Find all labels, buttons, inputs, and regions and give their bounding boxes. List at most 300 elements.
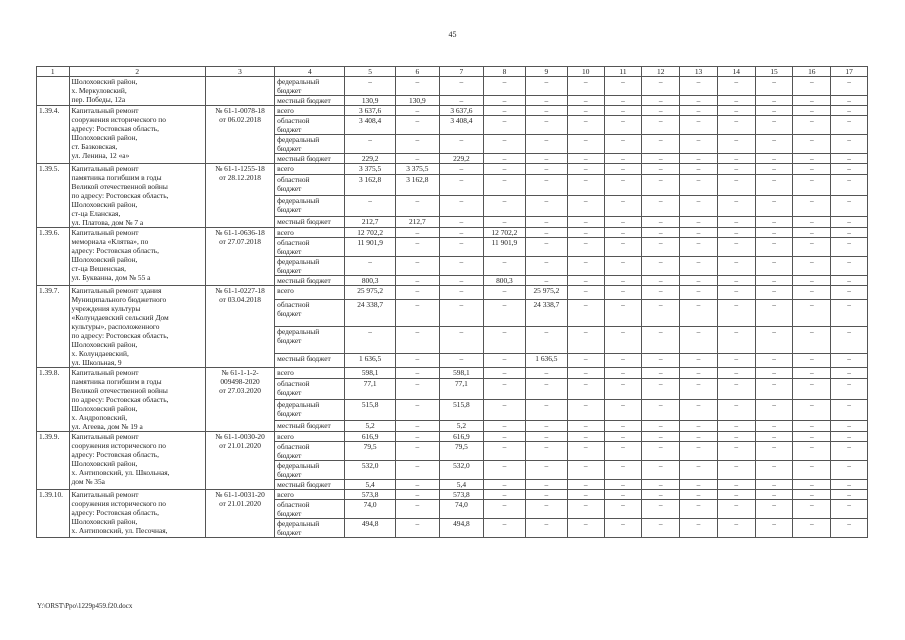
value-cell: – — [793, 379, 831, 400]
value-cell: – — [567, 238, 604, 257]
value-cell: – — [642, 135, 680, 154]
value-cell: – — [793, 216, 831, 227]
value-cell: – — [755, 368, 793, 379]
value-cell: – — [642, 154, 680, 164]
value-cell: – — [395, 238, 439, 257]
value-cell: – — [642, 432, 680, 442]
value-cell: – — [755, 195, 793, 216]
value-cell: 12 702,2 — [483, 228, 525, 238]
value-cell: – — [680, 286, 718, 300]
item-number: 1.39.4. — [37, 106, 70, 164]
value-cell: – — [483, 257, 525, 276]
value-cell: – — [439, 286, 483, 300]
value-cell: – — [604, 154, 642, 164]
value-cell: – — [717, 399, 755, 420]
value-cell: – — [680, 175, 718, 196]
value-cell: – — [717, 326, 755, 353]
value-cell: – — [604, 257, 642, 276]
value-cell: – — [395, 432, 439, 442]
value-cell: – — [345, 326, 395, 353]
value-cell: – — [345, 135, 395, 154]
value-cell: – — [755, 175, 793, 196]
funding-source: местный бюджет — [275, 154, 345, 164]
value-cell: – — [567, 379, 604, 400]
value-cell: – — [567, 175, 604, 196]
value-cell: 11 901,9 — [483, 238, 525, 257]
item-number: 1.39.8. — [37, 368, 70, 432]
value-cell: – — [483, 216, 525, 227]
value-cell: – — [567, 195, 604, 216]
value-cell: – — [525, 195, 567, 216]
value-cell: 12 702,2 — [345, 228, 395, 238]
value-cell: – — [831, 175, 868, 196]
value-cell: – — [680, 276, 718, 286]
value-cell: – — [604, 276, 642, 286]
value-cell: – — [642, 500, 680, 519]
value-cell: – — [755, 300, 793, 327]
value-cell: – — [642, 399, 680, 420]
funding-source: федеральный бюджет — [275, 135, 345, 154]
value-cell: 25 975,2 — [525, 286, 567, 300]
value-cell: – — [793, 286, 831, 300]
funding-source: всего — [275, 368, 345, 379]
value-cell: – — [831, 300, 868, 327]
value-cell: – — [604, 216, 642, 227]
value-cell: – — [642, 228, 680, 238]
value-cell: 3 375,5 — [345, 164, 395, 175]
value-cell: 5,4 — [345, 480, 395, 490]
funding-source: местный бюджет — [275, 480, 345, 490]
program-table — [36, 66, 868, 538]
value-cell: 494,8 — [439, 519, 483, 538]
value-cell: – — [831, 116, 868, 135]
value-cell: – — [567, 257, 604, 276]
value-cell: – — [755, 432, 793, 442]
value-cell: – — [680, 442, 718, 461]
value-cell: – — [525, 154, 567, 164]
value-cell: – — [395, 286, 439, 300]
value-cell: – — [680, 228, 718, 238]
value-cell: – — [483, 399, 525, 420]
value-cell: 130,9 — [345, 96, 395, 106]
value-cell: 1 636,5 — [525, 353, 567, 367]
table-row — [37, 228, 868, 238]
value-cell: 515,8 — [439, 399, 483, 420]
value-cell: – — [717, 154, 755, 164]
value-cell: – — [604, 175, 642, 196]
value-cell: – — [793, 116, 831, 135]
value-cell: – — [755, 420, 793, 431]
object-name: Шолоховский район, х. Меркуловский, пер. Победы, 12а — [69, 77, 205, 106]
value-cell: – — [717, 432, 755, 442]
value-cell: – — [483, 461, 525, 480]
value-cell: – — [717, 175, 755, 196]
value-cell: – — [483, 175, 525, 196]
value-cell: – — [567, 432, 604, 442]
value-cell: – — [567, 228, 604, 238]
value-cell: – — [604, 77, 642, 96]
value-cell: – — [525, 175, 567, 196]
value-cell: 212,7 — [395, 216, 439, 227]
value-cell: – — [642, 175, 680, 196]
table-row — [37, 286, 868, 300]
value-cell: – — [483, 326, 525, 353]
value-cell: – — [395, 519, 439, 538]
value-cell: – — [717, 77, 755, 96]
value-cell: – — [483, 379, 525, 400]
value-cell: – — [717, 228, 755, 238]
value-cell: – — [567, 500, 604, 519]
value-cell: 74,0 — [345, 500, 395, 519]
value-cell: – — [680, 379, 718, 400]
value-cell: – — [567, 399, 604, 420]
funding-source: всего — [275, 286, 345, 300]
value-cell: – — [680, 216, 718, 227]
value-cell: – — [793, 238, 831, 257]
funding-source: федеральный бюджет — [275, 399, 345, 420]
value-cell: – — [395, 154, 439, 164]
expertise-conclusion: № 61-1-1255-18 от 28.12.2018 — [205, 164, 274, 228]
value-cell: – — [680, 368, 718, 379]
value-cell: – — [439, 300, 483, 327]
value-cell: – — [680, 195, 718, 216]
value-cell: – — [717, 238, 755, 257]
value-cell: – — [755, 257, 793, 276]
funding-source: федеральный бюджет — [275, 519, 345, 538]
value-cell: – — [642, 368, 680, 379]
value-cell: – — [755, 228, 793, 238]
value-cell: – — [642, 326, 680, 353]
value-cell: – — [604, 461, 642, 480]
column-number: 17 — [831, 67, 868, 77]
value-cell: – — [395, 500, 439, 519]
value-cell: – — [525, 106, 567, 116]
value-cell: – — [755, 154, 793, 164]
value-cell: – — [525, 257, 567, 276]
value-cell: – — [793, 480, 831, 490]
value-cell: – — [831, 96, 868, 106]
value-cell: 229,2 — [345, 154, 395, 164]
funding-source: областной бюджет — [275, 500, 345, 519]
value-cell: – — [483, 77, 525, 96]
value-cell: – — [717, 286, 755, 300]
object-name: Капитальный ремонт здания Муниципального бюджетного учреждения культуры «Колундаевский сельский Дом культуры», расположенного по адресу: Ростовская область, Шолоховский район, х. Колундаевский, ул. Школьная, 9 — [69, 286, 205, 368]
value-cell: – — [483, 500, 525, 519]
value-cell: – — [483, 286, 525, 300]
value-cell: – — [793, 500, 831, 519]
value-cell: – — [604, 116, 642, 135]
value-cell: – — [483, 442, 525, 461]
value-cell: – — [483, 154, 525, 164]
value-cell: 5,2 — [345, 420, 395, 431]
table-row — [37, 164, 868, 175]
value-cell: 229,2 — [439, 154, 483, 164]
value-cell: – — [831, 257, 868, 276]
value-cell: – — [525, 490, 567, 500]
funding-source: всего — [275, 106, 345, 116]
value-cell: – — [345, 77, 395, 96]
funding-source: федеральный бюджет — [275, 257, 345, 276]
value-cell: – — [525, 116, 567, 135]
value-cell: – — [604, 286, 642, 300]
value-cell: – — [395, 326, 439, 353]
value-cell: – — [439, 164, 483, 175]
value-cell: 3 162,8 — [345, 175, 395, 196]
value-cell: – — [567, 300, 604, 327]
value-cell: – — [567, 420, 604, 431]
value-cell: – — [567, 442, 604, 461]
value-cell: 3 162,8 — [395, 175, 439, 196]
value-cell: – — [642, 461, 680, 480]
column-number: 16 — [793, 67, 831, 77]
column-number: 11 — [604, 67, 642, 77]
value-cell: 800,3 — [483, 276, 525, 286]
column-number: 13 — [680, 67, 718, 77]
value-cell: – — [717, 461, 755, 480]
value-cell: – — [831, 461, 868, 480]
value-cell: – — [831, 106, 868, 116]
value-cell: – — [439, 195, 483, 216]
value-cell: – — [395, 368, 439, 379]
value-cell: – — [567, 135, 604, 154]
value-cell: 532,0 — [439, 461, 483, 480]
expertise-conclusion — [205, 77, 274, 106]
value-cell: – — [717, 276, 755, 286]
value-cell: – — [831, 286, 868, 300]
value-cell: – — [604, 353, 642, 367]
expertise-conclusion: № 61-1-0030-20 от 21.01.2020 — [205, 432, 274, 490]
funding-source: областной бюджет — [275, 379, 345, 400]
value-cell: – — [567, 77, 604, 96]
value-cell: – — [680, 96, 718, 106]
funding-source: местный бюджет — [275, 353, 345, 367]
value-cell: – — [717, 420, 755, 431]
value-cell: – — [717, 300, 755, 327]
funding-source: федеральный бюджет — [275, 195, 345, 216]
value-cell: – — [395, 276, 439, 286]
value-cell: – — [395, 300, 439, 327]
value-cell: – — [642, 106, 680, 116]
value-cell: – — [755, 164, 793, 175]
value-cell: 598,1 — [345, 368, 395, 379]
value-cell: – — [831, 480, 868, 490]
value-cell: 3 637,6 — [345, 106, 395, 116]
value-cell: 3 375,5 — [395, 164, 439, 175]
value-cell: – — [395, 353, 439, 367]
value-cell: – — [755, 116, 793, 135]
value-cell: – — [525, 216, 567, 227]
value-cell: – — [755, 442, 793, 461]
value-cell: – — [525, 77, 567, 96]
value-cell: – — [717, 368, 755, 379]
value-cell: – — [680, 164, 718, 175]
value-cell: – — [604, 238, 642, 257]
funding-source: всего — [275, 228, 345, 238]
value-cell: – — [642, 519, 680, 538]
value-cell: – — [680, 257, 718, 276]
funding-source: всего — [275, 490, 345, 500]
value-cell: – — [793, 154, 831, 164]
funding-source: местный бюджет — [275, 96, 345, 106]
column-number: 8 — [483, 67, 525, 77]
value-cell: – — [525, 96, 567, 106]
value-cell: – — [567, 286, 604, 300]
value-cell: – — [525, 480, 567, 490]
value-cell: – — [439, 96, 483, 106]
value-cell: 515,8 — [345, 399, 395, 420]
value-cell: – — [755, 399, 793, 420]
value-cell: – — [717, 379, 755, 400]
value-cell: – — [642, 96, 680, 106]
value-cell: – — [604, 420, 642, 431]
value-cell: – — [642, 116, 680, 135]
value-cell: 3 408,4 — [345, 116, 395, 135]
column-number: 9 — [525, 67, 567, 77]
value-cell: – — [483, 519, 525, 538]
value-cell: – — [755, 276, 793, 286]
value-cell: – — [793, 420, 831, 431]
value-cell: – — [831, 379, 868, 400]
value-cell: – — [525, 238, 567, 257]
value-cell: – — [525, 442, 567, 461]
value-cell: – — [755, 135, 793, 154]
value-cell: – — [831, 420, 868, 431]
value-cell: 24 338,7 — [345, 300, 395, 327]
value-cell: – — [439, 238, 483, 257]
value-cell: 3 637,6 — [439, 106, 483, 116]
value-cell: – — [525, 461, 567, 480]
value-cell: – — [717, 519, 755, 538]
value-cell: – — [831, 500, 868, 519]
value-cell: 616,9 — [345, 432, 395, 442]
value-cell: – — [793, 442, 831, 461]
value-cell: – — [525, 164, 567, 175]
value-cell: – — [483, 116, 525, 135]
column-number: 4 — [275, 67, 345, 77]
value-cell: – — [793, 257, 831, 276]
value-cell: – — [642, 238, 680, 257]
value-cell: – — [642, 420, 680, 431]
value-cell: – — [755, 461, 793, 480]
value-cell: – — [483, 135, 525, 154]
value-cell: – — [483, 480, 525, 490]
object-name: Капитальный ремонт сооружения исторического по адресу: Ростовская область, Шолоховский район, х. Антиповский, ул. Школьная, дом № 35а — [69, 432, 205, 490]
expertise-conclusion: № 61-1-0078-18 от 06.02.2018 — [205, 106, 274, 164]
value-cell: – — [604, 480, 642, 490]
value-cell: – — [567, 326, 604, 353]
value-cell: – — [717, 135, 755, 154]
value-cell: – — [567, 519, 604, 538]
value-cell: 598,1 — [439, 368, 483, 379]
value-cell: – — [395, 257, 439, 276]
value-cell: – — [642, 379, 680, 400]
value-cell: – — [793, 195, 831, 216]
value-cell: – — [831, 490, 868, 500]
value-cell: – — [525, 519, 567, 538]
funding-source: федеральный бюджет — [275, 77, 345, 96]
value-cell: – — [345, 195, 395, 216]
value-cell: – — [642, 490, 680, 500]
value-cell: 573,8 — [439, 490, 483, 500]
value-cell: – — [755, 379, 793, 400]
value-cell: – — [395, 195, 439, 216]
value-cell: 494,8 — [345, 519, 395, 538]
table-row — [37, 77, 868, 96]
value-cell: – — [567, 106, 604, 116]
value-cell: – — [793, 326, 831, 353]
column-number: 7 — [439, 67, 483, 77]
value-cell: – — [793, 175, 831, 196]
value-cell: – — [680, 238, 718, 257]
value-cell: – — [395, 490, 439, 500]
value-cell: – — [525, 135, 567, 154]
value-cell: – — [567, 96, 604, 106]
page-number: 45 — [448, 30, 457, 39]
funding-source: областной бюджет — [275, 238, 345, 257]
value-cell: – — [567, 353, 604, 367]
value-cell: 79,5 — [345, 442, 395, 461]
value-cell: – — [717, 490, 755, 500]
value-cell: – — [680, 326, 718, 353]
value-cell: – — [793, 519, 831, 538]
value-cell: – — [793, 164, 831, 175]
value-cell: – — [680, 480, 718, 490]
value-cell: – — [680, 519, 718, 538]
column-number: 1 — [37, 67, 70, 77]
value-cell: – — [395, 106, 439, 116]
value-cell: – — [717, 116, 755, 135]
funding-source: местный бюджет — [275, 420, 345, 431]
value-cell: 77,1 — [439, 379, 483, 400]
value-cell: – — [680, 135, 718, 154]
value-cell: – — [439, 175, 483, 196]
value-cell: – — [567, 154, 604, 164]
item-number: 1.39.6. — [37, 228, 70, 286]
value-cell: – — [483, 195, 525, 216]
value-cell: – — [680, 432, 718, 442]
value-cell: – — [717, 106, 755, 116]
value-cell: – — [483, 106, 525, 116]
value-cell: – — [439, 77, 483, 96]
value-cell: – — [345, 257, 395, 276]
value-cell: – — [567, 490, 604, 500]
value-cell: – — [717, 216, 755, 227]
value-cell: – — [755, 353, 793, 367]
value-cell: – — [604, 399, 642, 420]
value-cell: – — [439, 216, 483, 227]
value-cell: – — [755, 500, 793, 519]
value-cell: – — [395, 461, 439, 480]
header-row — [37, 67, 868, 77]
column-number: 2 — [69, 67, 205, 77]
value-cell: – — [604, 432, 642, 442]
column-number: 3 — [205, 67, 274, 77]
value-cell: – — [604, 106, 642, 116]
funding-source: федеральный бюджет — [275, 326, 345, 353]
column-number: 10 — [567, 67, 604, 77]
value-cell: – — [604, 164, 642, 175]
value-cell: 79,5 — [439, 442, 483, 461]
value-cell: – — [680, 106, 718, 116]
value-cell: – — [604, 300, 642, 327]
value-cell: – — [642, 276, 680, 286]
value-cell: – — [755, 96, 793, 106]
value-cell: – — [604, 500, 642, 519]
funding-source: областной бюджет — [275, 300, 345, 327]
value-cell: – — [717, 480, 755, 490]
value-cell: – — [717, 353, 755, 367]
value-cell: – — [483, 164, 525, 175]
